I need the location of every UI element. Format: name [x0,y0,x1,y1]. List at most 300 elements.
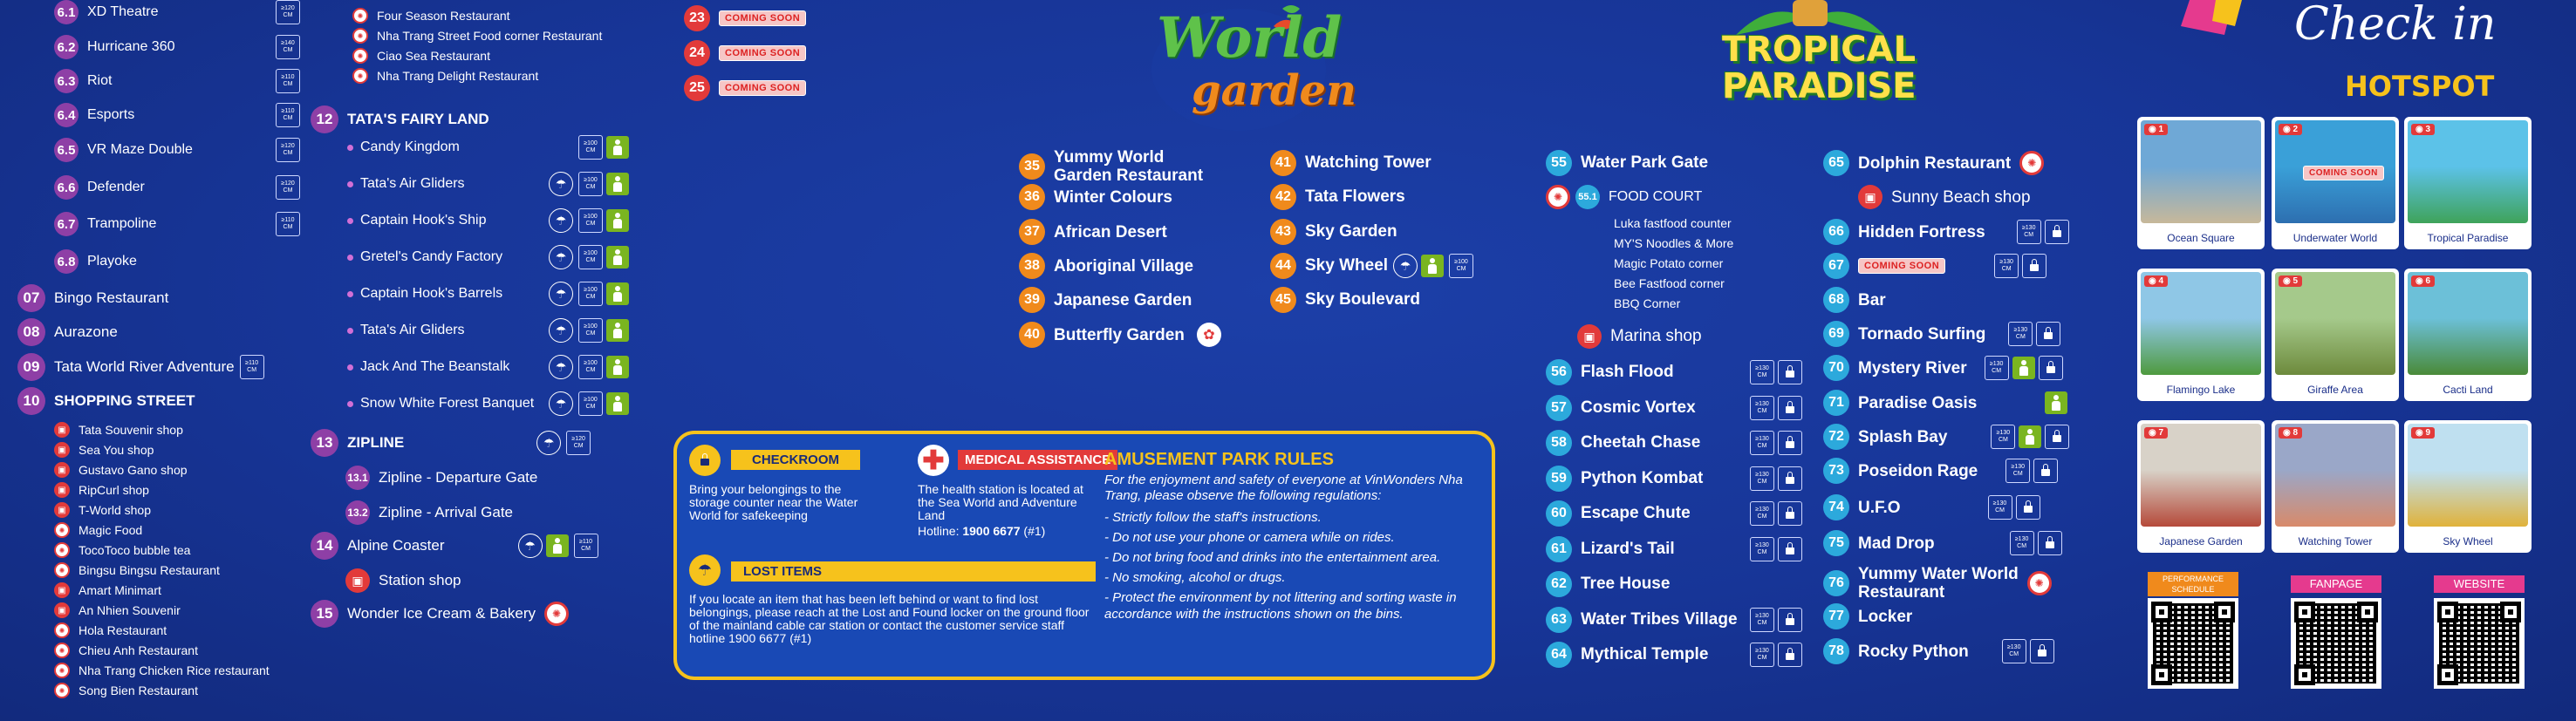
hotspot-photo [2275,424,2395,527]
restaurant-icon: ✺ [2019,151,2044,175]
weather-ride-icon: ☂ [549,355,573,379]
attraction-label: U.F.O [1858,498,1901,517]
attraction-item[interactable] [54,69,300,93]
checkroom-title: CHECKROOM [731,450,860,470]
restaurant-item[interactable] [352,8,510,24]
attraction-number: 56 [1546,359,1572,385]
attraction-number: 13.2 [345,500,370,525]
tropical-logo-word1: TROPICAL [1722,30,1917,70]
shop-item[interactable] [54,602,181,618]
hotspot-photo-card[interactable] [2404,269,2532,401]
water-park-item[interactable] [1546,571,1745,597]
attraction-label: Aurazone [54,323,118,340]
world-garden-item[interactable] [1019,148,1203,185]
water-park-item[interactable] [1823,219,2069,245]
hotspot-photo-card[interactable] [2272,117,2399,249]
attraction-label: Water Tribes Village [1581,609,1738,629]
attraction-label: TATA'S FAIRY LAND [347,111,489,127]
rule-item: - No smoking, alcohol or drugs. [1104,570,1286,585]
attraction-label: Sunny Beach shop [1891,187,2031,207]
attraction-label: FOOD COURT [1609,189,1703,204]
restaurant-label: Nha Trang Street Food corner Restaurant [377,29,603,43]
attraction-label: Poseidon Rage [1858,461,1978,480]
stall-label: Bee Fastfood corner [1614,276,1725,290]
shop-label: Station shop [379,572,461,588]
hotspot-photo [2141,120,2261,223]
attraction-label: Zipline - Departure Gate [379,469,538,486]
water-park-item[interactable] [1546,607,1802,633]
height-requirement-icon: ≥100 CM [578,282,603,306]
restaurant-icon: ✺ [1546,185,1570,209]
water-park-item[interactable] [1546,430,1802,456]
medical-cross-icon: ✚ [918,445,949,476]
attraction-number: 74 [1823,494,1849,520]
attraction-number: 78 [1823,638,1849,664]
attraction-label: Riot [87,73,113,88]
shop-item[interactable] [54,542,190,558]
attraction-label: SHOPPING STREET [54,392,195,409]
attraction-label: Mystery River [1858,358,1967,378]
water-park-item[interactable] [1823,494,2040,520]
height-requirement-icon: ≥130 CM [2002,639,2026,663]
kids-friendly-icon [606,246,629,269]
attraction-label: Splash Bay [1858,427,1948,446]
water-park-item[interactable] [1823,458,2058,484]
kids-friendly-icon [2019,425,2041,448]
kids-friendly-icon [606,136,629,159]
shop-item[interactable] [54,482,149,498]
restaurant-label: Ciao Sea Restaurant [377,49,490,63]
attraction-number: 40 [1019,322,1045,348]
world-garden-item[interactable] [1270,184,1405,210]
world-garden-item[interactable] [1270,219,1397,245]
height-requirement-icon: ≥130 CM [1991,425,2015,449]
locker-icon [1778,396,1802,420]
shop-icon: ▣ [54,502,70,518]
rules-intro: For the enjoyment and safety of everyone at VinWonders Nha Trang, please observe the following regulations: [1104,473,1463,503]
height-requirement-icon: ≥110 CM [240,355,264,379]
attraction-label: ZIPLINE [347,434,405,451]
weather-ride-icon: ☂ [549,391,573,416]
attraction-item[interactable] [54,103,300,127]
restaurant-icon: ✺ [54,562,70,578]
attraction-label: Mythical Temple [1581,645,1709,663]
shop-icon: ▣ [1577,324,1602,349]
qr-code[interactable] [2148,598,2238,689]
hotspot-caption: Flamingo Lake [2166,384,2236,396]
coming-soon-item[interactable] [684,40,806,66]
shop-item[interactable] [54,442,154,458]
attraction-label: Python Kombat [1581,468,1704,487]
height-requirement-icon: ≥140 CM [276,35,300,59]
water-park-item[interactable] [1823,390,2067,416]
water-park-item[interactable] [1546,536,1802,562]
attraction-number: 55.1 [1575,185,1600,209]
food-court-stall[interactable] [1614,216,1732,230]
shop-item[interactable] [54,562,220,578]
coming-soon-badge: COMING SOON [719,10,806,26]
world-garden-item[interactable] [1019,184,1172,210]
restaurant-item[interactable] [352,48,490,64]
shop-label: Tata Souvenir shop [79,423,183,437]
height-requirement-icon: ≥100 CM [578,318,603,343]
height-requirement-icon: ≥130 CM [2008,322,2033,346]
world-garden-item[interactable] [1019,253,1193,279]
attraction-label: Tree House [1581,575,1671,593]
weather-ride-icon: ☂ [536,431,561,455]
attraction-item[interactable] [311,105,489,133]
height-requirement-icon: ≥100 CM [578,135,603,160]
hotspot-photo-card[interactable] [2272,420,2399,553]
attraction-item[interactable] [17,387,195,415]
checkin-title: Check in [2294,0,2497,51]
coming-soon-badge: COMING SOON [2303,166,2384,180]
shop-icon: ▣ [54,442,70,458]
shop-label: Marina shop [1610,327,1702,345]
height-requirement-icon: ≥110 CM [276,69,300,93]
height-requirement-icon: ≥130 CM [1750,643,1774,667]
attraction-label: African Desert [1054,222,1167,241]
attraction-number: 36 [1019,184,1045,210]
restaurant-label: Four Season Restaurant [377,9,510,23]
medical-hotline: Hotline: 1900 6677 (#1) [918,524,1046,538]
weather-ride-icon: ☂ [549,172,573,196]
attraction-number: 45 [1270,287,1296,313]
water-park-item[interactable] [1546,500,1802,527]
qr-label: FANPAGE [2291,575,2381,593]
restaurant-icon: ✺ [54,522,70,538]
camera-icon: ◉ 6 [2411,275,2435,287]
attraction-number: 73 [1823,458,1849,484]
restaurant-item[interactable] [352,68,538,84]
locker-icon [2030,639,2054,663]
height-requirement-icon: ≥120 CM [276,175,300,200]
attraction-item[interactable] [311,600,569,628]
height-requirement-icon: ≥100 CM [578,245,603,269]
restaurant-label: Nha Trang Delight Restaurant [377,69,539,83]
attraction-number: 71 [1823,390,1849,416]
attraction-label: Tata World River Adventure [54,358,235,375]
fairy-land-item[interactable] [347,245,629,269]
height-requirement-icon: ≥130 CM [1750,501,1774,526]
hotspot-photo-card[interactable] [2137,117,2265,249]
water-park-item[interactable] [1823,603,1912,629]
attraction-number: 6.1 [54,0,79,24]
food-court-stall[interactable] [1614,296,1680,310]
attraction-number: 6.4 [54,103,79,127]
park-info-box [673,431,1495,680]
attraction-item[interactable] [54,138,300,162]
rule-item: - Protect the environment by not littering and sorting waste in accordance with the instructions shown on the bins. [1104,590,1457,622]
shop-item[interactable] [54,462,188,478]
attraction-label: Sky Garden [1305,222,1397,241]
attraction-item[interactable] [17,284,168,312]
attraction-number: 42 [1270,184,1296,210]
height-requirement-icon: ≥100 CM [578,391,603,416]
fairy-land-item[interactable] [347,135,629,160]
world-garden-item[interactable] [1019,219,1167,245]
attraction-number: 6.5 [54,138,79,162]
attraction-number: 55 [1546,150,1572,176]
shop-item[interactable] [54,502,151,518]
water-park-item[interactable] [1823,355,2063,381]
shop-icon: ▣ [54,602,70,618]
attraction-label: Tata's Air Gliders [360,176,465,191]
checkroom-text: Bring your belongings to the storage counter near the Water World for safekeeping [689,482,858,522]
water-park-item[interactable] [1823,424,2069,450]
weather-ride-icon: ☂ [549,318,573,343]
water-park-gate-item[interactable] [1546,150,1708,176]
attraction-label: XD Theatre [87,4,159,19]
world-garden-logo [1143,0,1356,139]
attraction-item[interactable] [17,353,264,381]
locker-icon [1778,643,1802,667]
attraction-number: 61 [1546,536,1572,562]
fairy-land-item[interactable] [347,318,629,343]
camera-icon: ◉ 1 [2144,124,2168,135]
restaurant-icon: ✺ [54,683,70,698]
camera-icon: ◉ 5 [2279,275,2302,287]
attraction-number: 67 [1823,253,1849,279]
camera-icon: ◉ 8 [2279,427,2302,439]
water-park-item[interactable] [1823,638,2054,664]
restaurant-icon: ✺ [54,542,70,558]
weather-ride-icon: ☂ [1393,254,1418,278]
hotspot-photo-card[interactable] [2272,269,2399,401]
food-court-item[interactable] [1546,185,1702,209]
coming-soon-item[interactable] [684,5,806,31]
attraction-number: 6.6 [54,175,79,200]
shop-item[interactable] [54,663,270,678]
water-park-item[interactable] [1823,253,2046,279]
attraction-label: Dolphin Restaurant [1858,153,2012,173]
world-garden-item[interactable] [1270,253,1473,279]
rule-item: - Strictly follow the staff's instructions. [1104,510,1322,525]
hotspot-photo [2408,272,2528,375]
qr-code[interactable] [2434,598,2525,689]
hotspot-title: HOTSPOT [2345,70,2495,103]
locker-icon [1778,431,1802,455]
attraction-number: 66 [1823,219,1849,245]
attraction-item[interactable] [54,35,300,59]
shop-item[interactable] [54,622,167,638]
attraction-number: 6.2 [54,35,79,59]
weather-ride-icon: ☂ [549,282,573,306]
hotspot-photo [2275,272,2395,375]
water-park-item[interactable] [1823,530,2062,556]
attraction-number: 15 [311,600,338,628]
attraction-label: Gretel's Candy Factory [360,249,503,264]
restaurant-icon: ✺ [352,68,368,84]
stall-label: Luka fastfood counter [1614,216,1732,230]
attraction-label: Lizard's Tail [1581,539,1675,558]
hotspot-photo-card[interactable] [2137,269,2265,401]
shop-item[interactable] [54,582,161,598]
attraction-item[interactable] [311,429,591,457]
shop-item[interactable] [54,422,183,438]
zipline-item[interactable] [345,466,537,490]
attraction-label: Bar [1858,290,1886,309]
attraction-item[interactable] [54,249,270,274]
attraction-item[interactable] [311,532,598,560]
restaurant-icon: ✺ [2027,571,2052,595]
locker-icon [1778,608,1802,632]
shop-label: Song Bien Restaurant [79,684,198,697]
kids-friendly-icon [606,173,629,195]
water-park-item[interactable] [1823,150,2044,176]
world-garden-item[interactable] [1270,287,1420,313]
attraction-item[interactable] [54,175,300,200]
water-park-item[interactable] [1823,565,2052,602]
attraction-number: 72 [1823,424,1849,450]
attraction-number: 69 [1823,321,1849,347]
attraction-number: 63 [1546,607,1572,633]
height-requirement-icon: ≥130 CM [1750,537,1774,561]
rules-title: AMUSEMENT PARK RULES [1104,450,1334,469]
height-requirement-icon: ≥100 CM [578,172,603,196]
attraction-number: 64 [1546,642,1572,668]
height-requirement-icon: ≥100 CM [578,208,603,233]
camera-icon: ◉ 2 [2279,124,2302,135]
kids-friendly-icon [1421,255,1444,277]
water-park-item[interactable] [1546,359,1802,385]
attraction-label: Alpine Coaster [347,537,445,554]
medical-text: The health station is located at the Sea World and Adventure Land [918,482,1083,522]
marina-shop-item[interactable] [1577,324,1702,349]
hotspot-caption: Watching Tower [2298,535,2373,548]
height-requirement-icon: ≥130 CM [1988,495,2012,520]
water-park-item[interactable] [1823,287,1886,313]
fairy-land-item[interactable] [347,172,629,196]
restaurant-icon: ✺ [352,28,368,44]
attraction-number: 35 [1019,153,1045,180]
attraction-label: Rocky Python [1858,642,1969,661]
hotspot-photo-card[interactable] [2404,420,2532,553]
coming-soon-item[interactable] [684,75,806,101]
height-requirement-icon: ≥130 CM [1750,360,1774,384]
attraction-label: Tata's Air Gliders [360,323,465,337]
attraction-number: 75 [1823,530,1849,556]
attraction-item[interactable] [17,318,118,346]
shop-label: Hola Restaurant [79,623,167,637]
attraction-number: 62 [1546,571,1572,597]
world-garden-logo-word1: World [1157,5,1343,71]
medical-title: MEDICAL ASSISTANCE [958,450,1117,470]
attraction-number: 08 [17,318,45,346]
hotspot-photo [2141,272,2261,375]
attraction-label: Butterfly Garden [1054,325,1185,344]
shop-item[interactable] [54,683,198,698]
world-garden-item[interactable] [1019,322,1221,348]
restaurant-item[interactable] [352,28,602,44]
hotspot-caption: Giraffe Area [2307,384,2363,396]
attraction-number: 76 [1823,570,1849,596]
attraction-label: Sky Boulevard [1305,290,1420,309]
water-park-item[interactable] [1546,642,1802,668]
attraction-label: Japanese Garden [1054,290,1192,309]
shop-icon: ▣ [54,582,70,598]
attraction-label: Trampoline [87,216,157,231]
kids-friendly-icon [606,356,629,378]
attraction-label: Paradise Oasis [1858,393,1978,412]
locker-icon [1778,360,1802,384]
attraction-label: Snow White Forest Banquet [360,396,535,411]
attraction-item[interactable] [54,212,300,236]
locker-icon [1778,537,1802,561]
kids-friendly-icon [606,209,629,232]
world-garden-item[interactable] [1270,150,1431,176]
water-park-item[interactable] [1546,466,1802,492]
attraction-number: 6.7 [54,212,79,236]
station-shop-item[interactable] [345,568,461,593]
attraction-number: 23 [684,5,710,31]
zipline-item[interactable] [345,500,513,525]
attraction-label: Hurricane 360 [87,39,175,54]
hotspot-photo [2408,120,2528,223]
height-requirement-icon: ≥130 CM [2010,531,2034,555]
locker-icon [2036,322,2060,346]
attraction-label: Locker [1858,607,1913,626]
food-court-stall[interactable] [1614,256,1723,270]
hotspot-photo-card[interactable] [2137,420,2265,553]
restaurant-icon: ✺ [352,48,368,64]
attraction-label: Cosmic Vortex [1581,398,1696,417]
height-requirement-icon: ≥120 CM [566,431,591,455]
world-garden-item[interactable] [1019,287,1192,313]
attraction-number: 14 [311,532,338,560]
fairy-land-item[interactable] [347,208,629,233]
shop-label: Sea You shop [79,443,154,457]
rule-item: - Do not bring food and drinks into the entertainment area. [1104,550,1441,565]
kids-friendly-icon [2012,357,2035,379]
water-park-item[interactable] [1823,185,2031,209]
height-requirement-icon: ≥100 CM [1449,254,1473,278]
water-park-item[interactable] [1546,395,1802,421]
camera-icon: ◉ 3 [2411,124,2435,135]
shop-label: Gustavo Gano shop [79,463,188,477]
food-court-stall[interactable] [1614,276,1725,290]
food-court-stall[interactable] [1614,236,1733,250]
shop-item[interactable] [54,643,198,658]
attraction-number: 12 [311,105,338,133]
lost-items-title: LOST ITEMS [731,561,1096,582]
attraction-item[interactable] [54,0,300,24]
fairy-land-item[interactable] [347,282,629,306]
water-park-item[interactable] [1823,321,2060,347]
height-requirement-icon: ≥130 CM [1750,431,1774,455]
height-requirement-icon: ≥110 CM [574,534,598,558]
hotspot-photo [2141,424,2261,527]
qr-code[interactable] [2291,598,2381,689]
attraction-label: Winter Colours [1054,187,1172,207]
attraction-number: 25 [684,75,710,101]
weather-ride-icon: ☂ [518,534,543,558]
attraction-label: Escape Chute [1581,504,1691,522]
attraction-number: 57 [1546,395,1572,421]
fairy-land-item[interactable] [347,355,629,379]
height-requirement-icon: ≥110 CM [276,212,300,236]
shop-label: TocoToco bubble tea [79,543,191,557]
restaurant-icon: ✺ [54,622,70,638]
qr-label: WEBSITE [2434,575,2525,593]
shop-label: T-World shop [79,503,151,517]
weather-ride-icon: ☂ [549,208,573,233]
stall-label: BBQ Corner [1614,296,1681,310]
fairy-land-item[interactable] [347,391,629,416]
shop-item[interactable] [54,522,142,538]
restaurant-icon: ✺ [544,602,569,626]
hotspot-photo-card[interactable] [2404,117,2532,249]
